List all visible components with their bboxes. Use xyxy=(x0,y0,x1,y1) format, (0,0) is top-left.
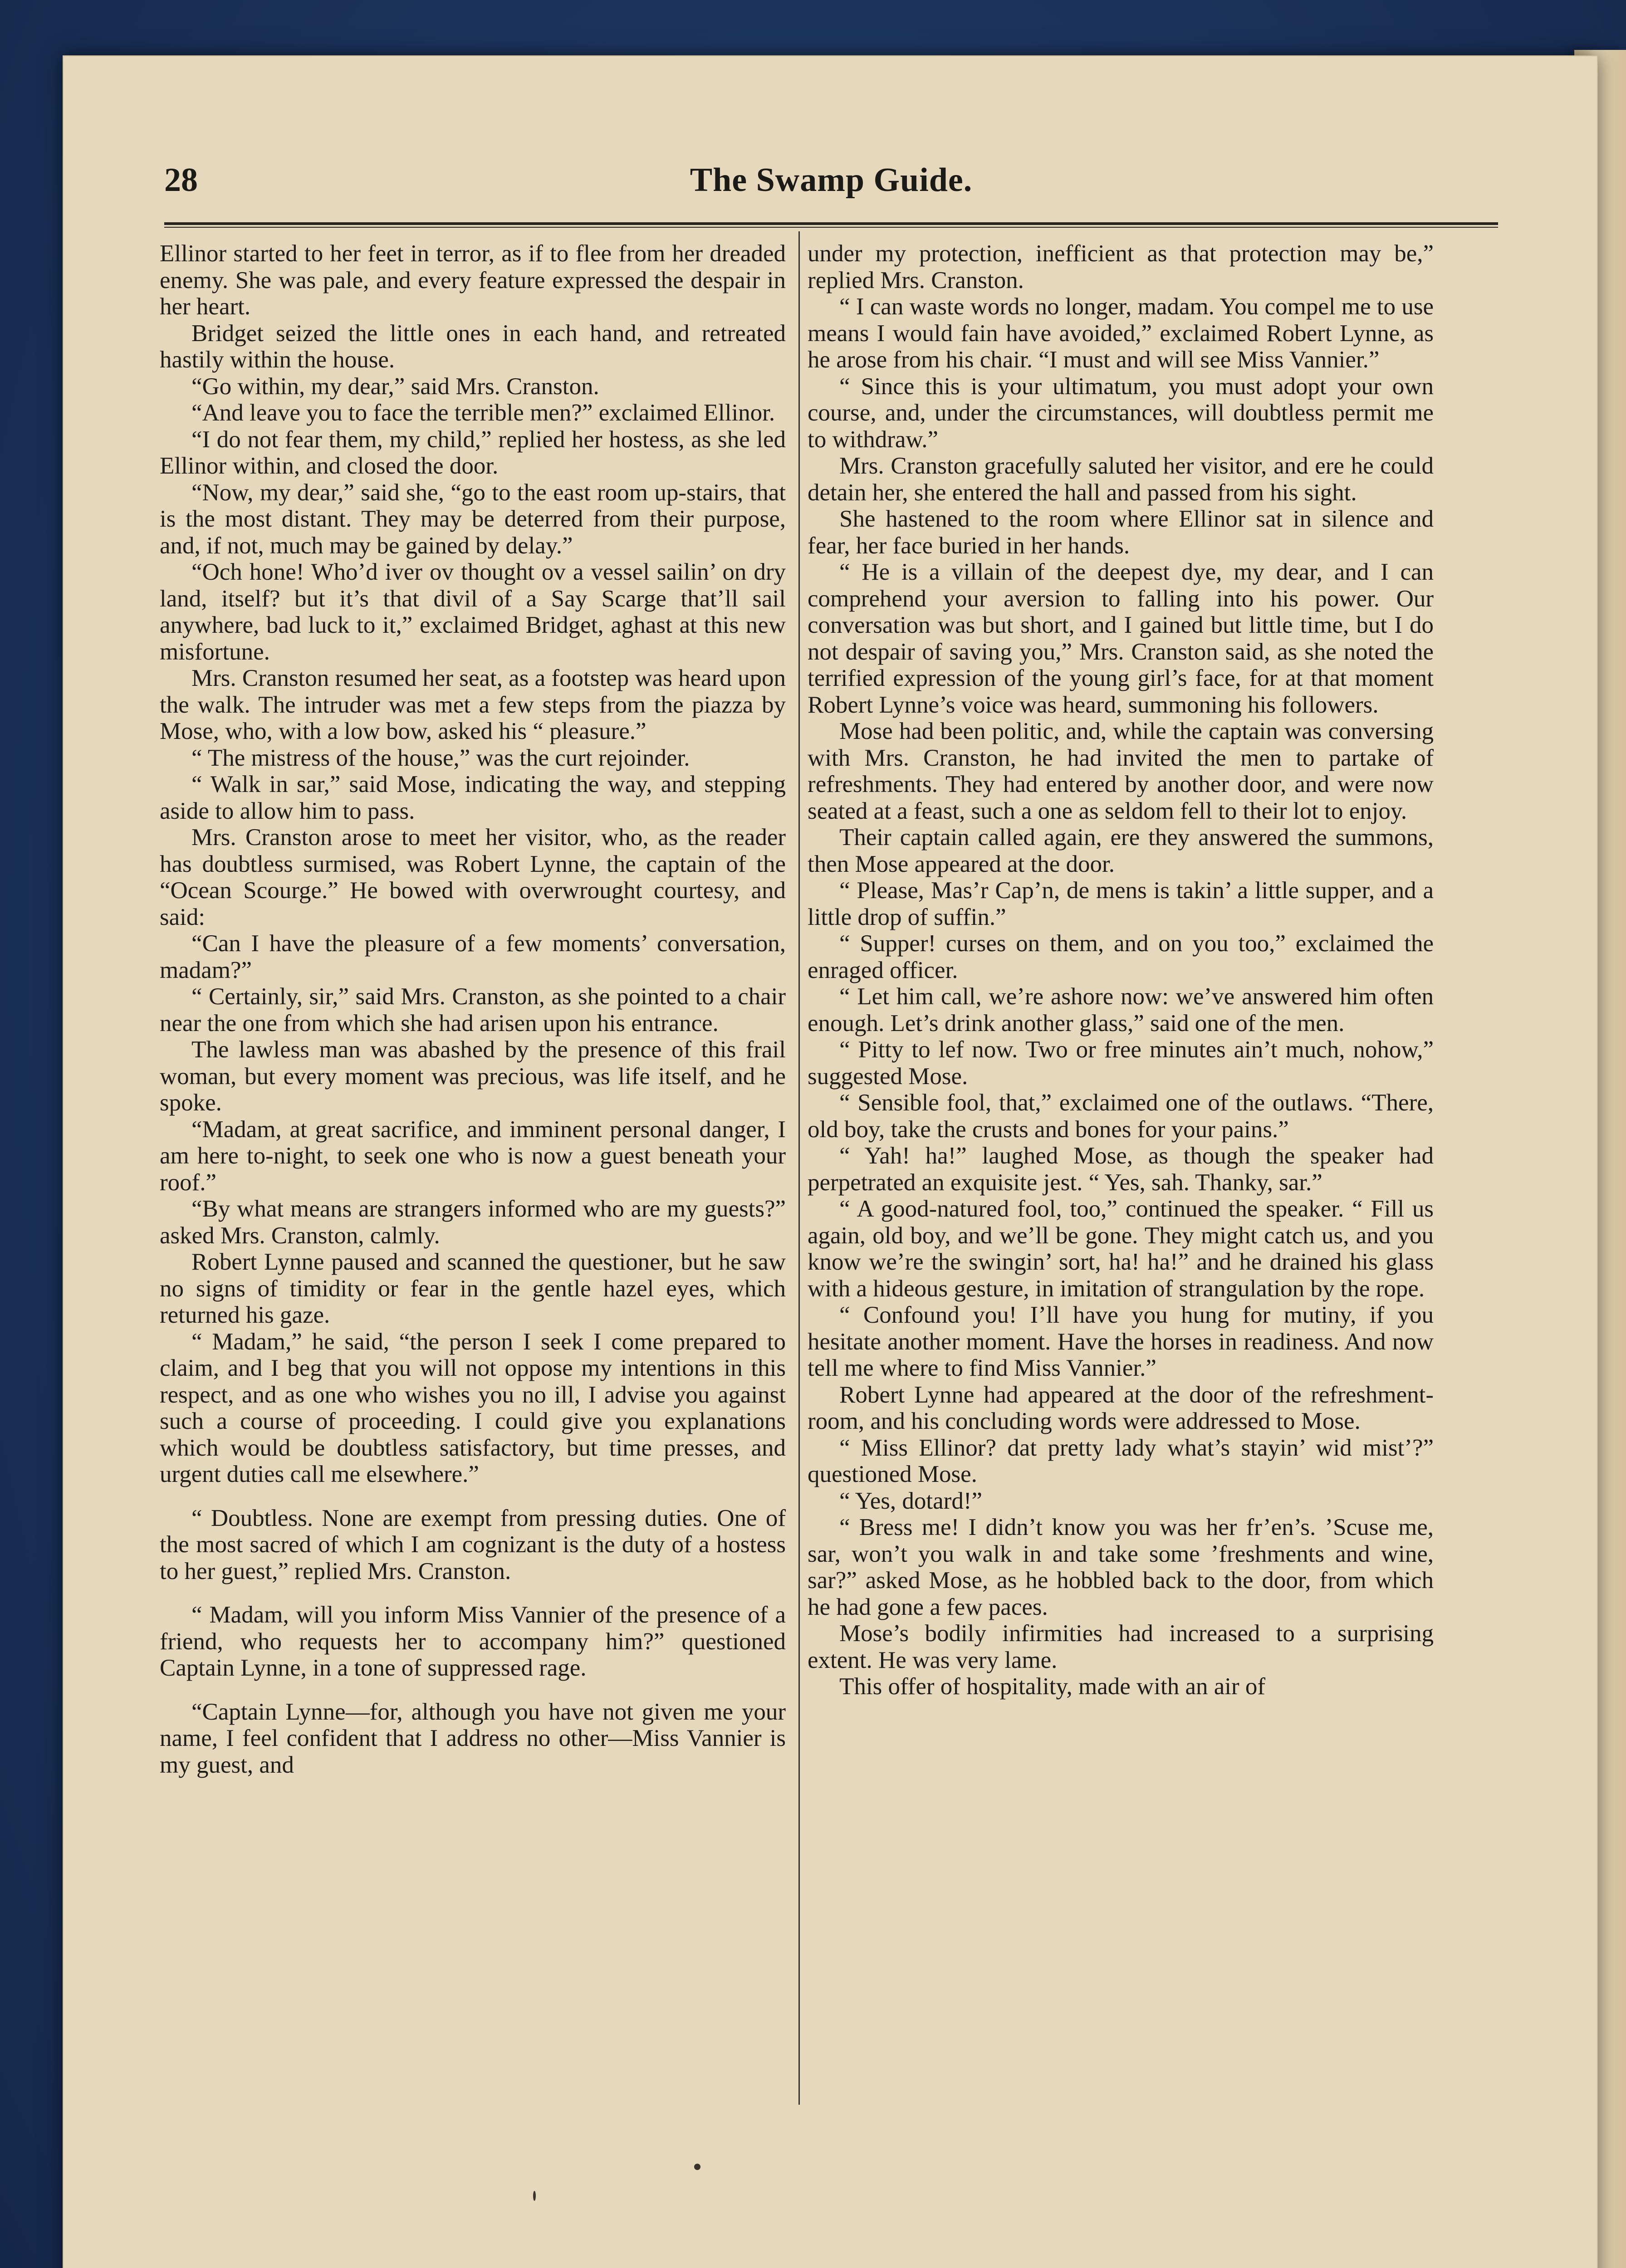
page-header xyxy=(164,161,1498,211)
paragraph: “By what means are strangers informed who are my guests?” asked Mrs. Cranston, calmly. xyxy=(160,1196,786,1249)
paragraph: “ He is a villain of the deepest dye, my dear, and I can comprehend your aversion to falling into his power. Our conversation was but short, and I gained but little time, but I do not despair of saving you,” Mrs. Cranston said, as she noted the terrified expression of the young girl’s face, for at that moment Robert Lynne’s voice was heard, summoning his followers. xyxy=(808,559,1434,718)
paragraph: “ Confound you! I’ll have you hung for mutiny, if you hesitate another moment. Have the horses in readiness. And now tell me where to find Miss Vannier.” xyxy=(808,1302,1434,1381)
paragraph: “I do not fear them, my child,” replied her hostess, as she led Ellinor within, and closed the door. xyxy=(160,426,786,479)
paragraph: Mose’s bodily infirmities had increased to a surprising extent. He was very lame. xyxy=(808,1620,1434,1673)
paragraph: Mose had been politic, and, while the captain was conversing with Mrs. Cranston, he had invited the men to partake of refreshments. They had entered by another door, and were now seated at a feast, such a one as seldom fell to their lot to enjoy. xyxy=(808,718,1434,824)
paragraph: “Can I have the pleasure of a few moments’ conversation, madam?” xyxy=(160,930,786,983)
paragraph: “Now, my dear,” said she, “go to the east room up-stairs, that is the most distant. They may be deterred from their purpose, and, if not, much may be gained by delay.” xyxy=(160,479,786,559)
paragraph: “ Please, Mas’r Cap’n, de mens is takin’ a little supper, and a little drop of suffin.” xyxy=(808,877,1434,930)
paragraph: Ellinor started to her feet in terror, as if to flee from her dreaded enemy. She was pale, and every feature expressed the despair in her heart. xyxy=(160,240,786,320)
paragraph: “ Walk in sar,” said Mose, indicating the way, and stepping aside to allow him to pass. xyxy=(160,771,786,824)
paragraph: Bridget seized the little ones in each hand, and retreated hastily within the house. xyxy=(160,320,786,373)
paragraph: Their captain called again, ere they answered the summons, then Mose appeared at the door. xyxy=(808,824,1434,877)
paragraph: “Och hone! Who’d iver ov thought ov a vessel sailin’ on dry land, itself? but it’s that divil of a Say Scarge that’ll sail anywhere, bad luck to it,” exclaimed Bridget, aghast at this new misfortune. xyxy=(160,559,786,665)
ink-speck xyxy=(533,2191,536,2201)
running-title: The Swamp Guide. xyxy=(690,161,973,199)
paragraph: This offer of hospitality, made with an air of xyxy=(839,1673,1266,1700)
paragraph: Mrs. Cranston gracefully saluted her visitor, and ere he could detain her, she entered the hall and passed from his sight. xyxy=(808,453,1434,506)
paragraph: Mrs. Cranston resumed her seat, as a footstep was heard upon the walk. The intruder was met a few steps from the piazza by Mose, who, with a low bow, asked his “ pleasure.” xyxy=(160,665,786,744)
paragraph: “And leave you to face the terrible men?” exclaimed Ellinor. xyxy=(191,400,775,426)
paragraph: under my protection, inefficient as that protection may be,” replied Mrs. Cranston. xyxy=(808,240,1434,293)
paragraph: “ A good-natured fool, too,” continued the speaker. “ Fill us again, old boy, and we’ll be gone. They might catch us, and you know we’re the swingin’ sort, ha! ha!” and he drained his glass with a hideous gesture, in imitation of strangulation by the rope. xyxy=(808,1196,1434,1302)
paragraph: Robert Lynne had appeared at the door of the refreshment-room, and his concluding words were addressed to Mose. xyxy=(808,1381,1434,1434)
paragraph: “ Sensible fool, that,” exclaimed one of the outlaws. “There, old boy, take the crusts and bones for your pains.” xyxy=(808,1090,1434,1143)
paragraph: “ Certainly, sir,” said Mrs. Cranston, as she pointed to a chair near the one from which she had arisen upon his entrance. xyxy=(160,983,786,1036)
paragraph: “ Since this is your ultimatum, you must adopt your own course, and, under the circumstances, will doubtless permit me to withdraw.” xyxy=(808,373,1434,453)
paragraph: “Captain Lynne—for, although you have not given me your name, I feel confident that I address no other—Miss Vannier is my guest, and xyxy=(160,1698,786,1778)
paragraph: “ Miss Ellinor? dat pretty lady what’s stayin’ wid mist’?” questioned Mose. xyxy=(808,1434,1434,1487)
paragraph: She hastened to the room where Ellinor sat in silence and fear, her face buried in her hands. xyxy=(808,506,1434,559)
paragraph: “ Supper! curses on them, and on you too,” exclaimed the enraged officer. xyxy=(808,930,1434,983)
paragraph: “ Yes, dotard!” xyxy=(839,1487,982,1514)
header-rule xyxy=(164,222,1498,225)
paragraph: “ Yah! ha!” laughed Mose, as though the speaker had perpetrated an exquisite jest. “ Yes, sah. Thanky, sar.” xyxy=(808,1143,1434,1196)
header-rule-thin xyxy=(164,227,1498,228)
paragraph: Robert Lynne paused and scanned the questioner, but he saw no signs of timidity or fear in the gentle hazel eyes, which returned his gaze. xyxy=(160,1249,786,1328)
right-column xyxy=(808,240,1434,1700)
paragraph: “ The mistress of the house,” was the curt rejoinder. xyxy=(191,744,690,771)
paragraph: Mrs. Cranston arose to meet her visitor, who, as the reader has doubtless surmised, was Robert Lynne, the captain of the “Ocean Scourge.” He bowed with overwrought courtesy, and said: xyxy=(160,824,786,930)
paragraph: “ Doubtless. None are exempt from pressing duties. One of the most sacred of which I am cognizant is the duty of a hostess to her guest,” replied Mrs. Cranston. xyxy=(160,1505,786,1584)
column-divider xyxy=(798,231,800,2105)
page-number: 28 xyxy=(164,161,198,199)
paragraph: “ Madam,” he said, “the person I seek I come prepared to claim, and I beg that you will not oppose my intentions in this respect, and as one who wishes you no ill, I advise you against such a course of proceeding. I could give you explanations which would be doubtless satisfactory, but time presses, and urgent duties call me elsewhere.” xyxy=(160,1328,786,1487)
paragraph: “ I can waste words no longer, madam. You compel me to use means I would fain have avoided,” exclaimed Robert Lynne, as he arose from his chair. “I must and will see Miss Vannier.” xyxy=(808,293,1434,373)
paragraph: “ Madam, will you inform Miss Vannier of the presence of a friend, who requests her to accompany him?” questioned Captain Lynne, in a tone of suppressed rage. xyxy=(160,1602,786,1681)
paragraph: “ Bress me! I didn’t know you was her fr’en’s. ’Scuse me, sar, won’t you walk in and take some ’freshments and wine, sar?” asked Mose, as he hobbled back to the door, from which he had gone a few paces. xyxy=(808,1514,1434,1620)
paragraph: The lawless man was abashed by the presence of this frail woman, but every moment was precious, was life itself, and he spoke. xyxy=(160,1036,786,1116)
left-column xyxy=(160,240,786,1778)
paragraph: “ Pitty to lef now. Two or free minutes ain’t much, nohow,” suggested Mose. xyxy=(808,1036,1434,1090)
paragraph: “Madam, at great sacrifice, and imminent personal danger, I am here to-night, to seek one who is now a guest beneath your roof.” xyxy=(160,1116,786,1196)
paragraph: “Go within, my dear,” said Mrs. Cranston. xyxy=(191,373,599,400)
paragraph: “ Let him call, we’re ashore now: we’ve answered him often enough. Let’s drink another glass,” said one of the men. xyxy=(808,983,1434,1036)
ink-speck xyxy=(694,2164,700,2170)
